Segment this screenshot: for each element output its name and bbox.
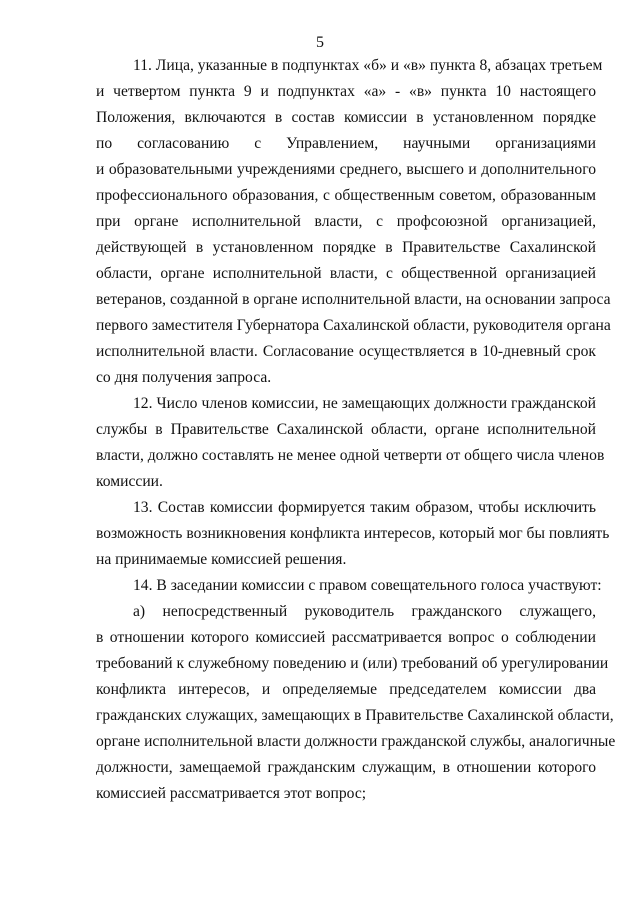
text-line: области, органе исполнительной власти, с общественной организацией: [96, 265, 596, 282]
text-line: возможность возникновения конфликта интересов, который мог бы повлиять: [96, 525, 610, 542]
text-line: ветеранов, созданной в органе исполнительной власти, на основании запроса: [96, 291, 611, 308]
text-line: службы в Правительстве Сахалинской области, органе исполнительной: [96, 421, 596, 438]
text-line: 11. Лица, указанные в подпунктах «б» и «в» пункта 8, абзацах третьем: [133, 57, 603, 74]
text-line: действующей в установленном порядке в Правительстве Сахалинской: [96, 239, 596, 256]
text-line: по согласованию с Управлением, научными организациями: [96, 135, 596, 152]
text-line: Положения, включаются в состав комиссии в установленном порядке: [96, 109, 596, 126]
text-line: власти, должно составлять не менее одной четверти от общего числа членов: [96, 447, 605, 464]
text-line: 13. Состав комиссии формируется таким образом, чтобы исключить: [133, 499, 596, 516]
page-number: 5: [316, 34, 324, 51]
text-line: на принимаемые комиссией решения.: [96, 551, 347, 568]
text-line: со дня получения запроса.: [96, 369, 272, 386]
text-line: гражданских служащих, замещающих в Правительстве Сахалинской области,: [96, 707, 614, 724]
text-line: при органе исполнительной власти, с профсоюзной организацией,: [96, 213, 596, 230]
text-line: органе исполнительной власти должности гражданской службы, аналогичные: [96, 733, 616, 750]
text-line: профессионального образования, с общественным советом, образованным: [96, 187, 596, 204]
text-line: первого заместителя Губернатора Сахалинской области, руководителя органа: [96, 317, 611, 334]
text-line: исполнительной власти. Согласование осуществляется в 10-дневный срок: [96, 343, 596, 360]
text-line: должности, замещаемой гражданским служащим, в отношении которого: [96, 759, 596, 776]
text-line: комиссией рассматривается этот вопрос;: [96, 785, 367, 802]
text-line: а) непосредственный руководитель гражданского служащего,: [133, 603, 596, 620]
text-line: 12. Число членов комиссии, не замещающих должности гражданской: [133, 395, 596, 412]
text-line: и четвертом пункта 9 и подпунктах «а» - «в» пункта 10 настоящего: [96, 83, 596, 100]
text-line: и образовательными учреждениями среднего, высшего и дополнительного: [96, 161, 596, 178]
text-line: в отношении которого комиссией рассматривается вопрос о соблюдении: [96, 629, 596, 646]
text-line: конфликта интересов, и определяемые председателем комиссии два: [96, 681, 596, 698]
text-line: требований к служебному поведению и (или) требований об урегулировании: [96, 655, 609, 672]
text-line: комиссии.: [96, 473, 163, 490]
text-line: 14. В заседании комиссии с правом совещательного голоса участвуют:: [133, 577, 602, 594]
